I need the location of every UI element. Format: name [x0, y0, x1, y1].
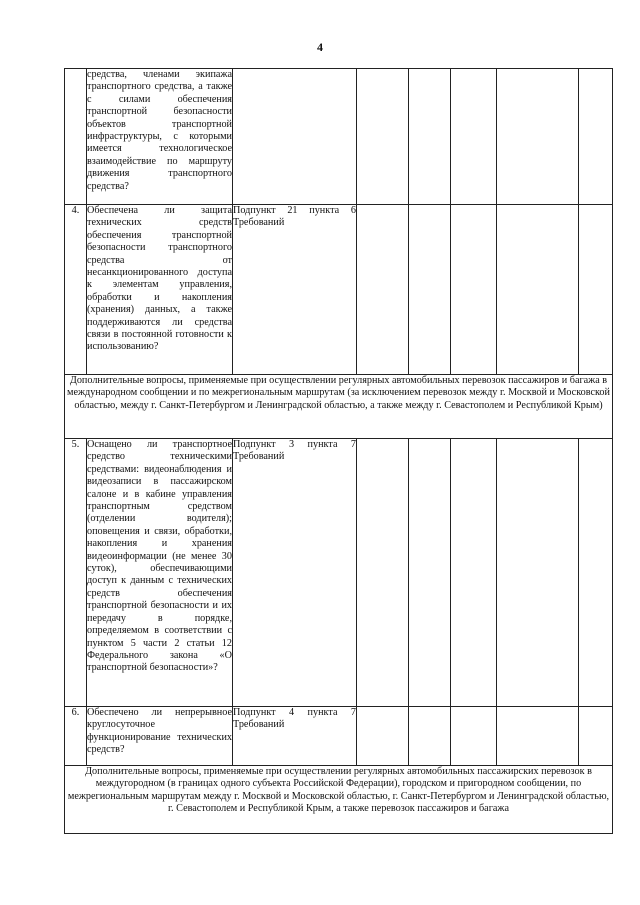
row-number [65, 69, 87, 205]
details-cell[interactable] [497, 707, 579, 766]
question-cell: Оснащено ли транспортное средство техническими средствами: видеонаблюдения и видеозаписи в пассажирском салоне и в кабине управления транспортным средством (отделении водителя); оповещения и связи, обработки, накопления и хранения видеоинформации (не менее 30 суток), обеспечивающими доступ к данным с технических средств обеспечения транспортной безопасности и их передачу в порядке, определяемом в соответствии с пунктом 5 части 2 статьи 12 Федерального закона «О транспортной безопасности»? [87, 439, 233, 707]
row-number: 5. [65, 439, 87, 707]
question-cell: средства, членами экипажа транспортного средства, а также с силами обеспечения транспортной безопасности объектов транспортной инфраструктуры, с которыми имеется технологическое взаимодействие по маршруту движения транспортного средства? [87, 69, 233, 205]
notes-cell[interactable] [579, 707, 613, 766]
answer-no-cell[interactable] [409, 707, 451, 766]
table-row [65, 69, 613, 205]
details-cell[interactable] [497, 439, 579, 707]
checklist-table [64, 68, 613, 834]
answer-na-cell[interactable] [451, 439, 497, 707]
details-cell[interactable] [497, 205, 579, 375]
section-row [65, 766, 613, 834]
question-cell: Обеспечена ли защита технических средств обеспечения транспортной безопасности транспортного средства от несанкционированного доступа к элементам управления, обработки и накопления (хранения) данных, а также поддерживаются ли средства связи в постоянной готовности к использованию? [87, 205, 233, 375]
details-cell[interactable] [497, 69, 579, 205]
requirement-cell: Подпункт 21 пункта 6 Требований [233, 205, 357, 375]
requirement-cell: Подпункт 4 пункта 7 Требований [233, 707, 357, 766]
section-heading: Дополнительные вопросы, применяемые при осуществлении регулярных автомобильных пассажирских перевозок в междугородном (в границах одного субъекта Российской Федерации), городском и пригородном сообщении, по межрегиональным маршрутам между г. Москвой и Московской областью, г. Санкт-Петербургом и Ленинградской областью, г. Севастополем и Республикой Крым, а также перевозок пассажиров и багажа [65, 766, 613, 834]
answer-no-cell[interactable] [409, 69, 451, 205]
answer-yes-cell[interactable] [357, 439, 409, 707]
table-row [65, 205, 613, 375]
question-cell: Обеспечено ли непрерывное круглосуточное функционирование технических средств? [87, 707, 233, 766]
notes-cell[interactable] [579, 205, 613, 375]
section-heading: Дополнительные вопросы, применяемые при осуществлении регулярных автомобильных перевозок пассажиров и багажа в международном сообщении и по межрегиональным маршрутам (за исключением перевозок между г. Москвой и Московской областью, между г. Санкт-Петербургом и Ленинградской областью, а также между г. Севастополем и Республикой Крым) [65, 375, 613, 439]
row-number: 6. [65, 707, 87, 766]
answer-yes-cell[interactable] [357, 205, 409, 375]
row-number: 4. [65, 205, 87, 375]
table-row [65, 707, 613, 766]
answer-na-cell[interactable] [451, 205, 497, 375]
requirement-cell [233, 69, 357, 205]
answer-na-cell[interactable] [451, 69, 497, 205]
answer-yes-cell[interactable] [357, 707, 409, 766]
section-row [65, 375, 613, 439]
answer-yes-cell[interactable] [357, 69, 409, 205]
answer-no-cell[interactable] [409, 439, 451, 707]
answer-no-cell[interactable] [409, 205, 451, 375]
page-number: 4 [317, 40, 323, 54]
requirement-cell: Подпункт 3 пункта 7 Требований [233, 439, 357, 707]
notes-cell[interactable] [579, 439, 613, 707]
notes-cell[interactable] [579, 69, 613, 205]
table-row [65, 439, 613, 707]
answer-na-cell[interactable] [451, 707, 497, 766]
